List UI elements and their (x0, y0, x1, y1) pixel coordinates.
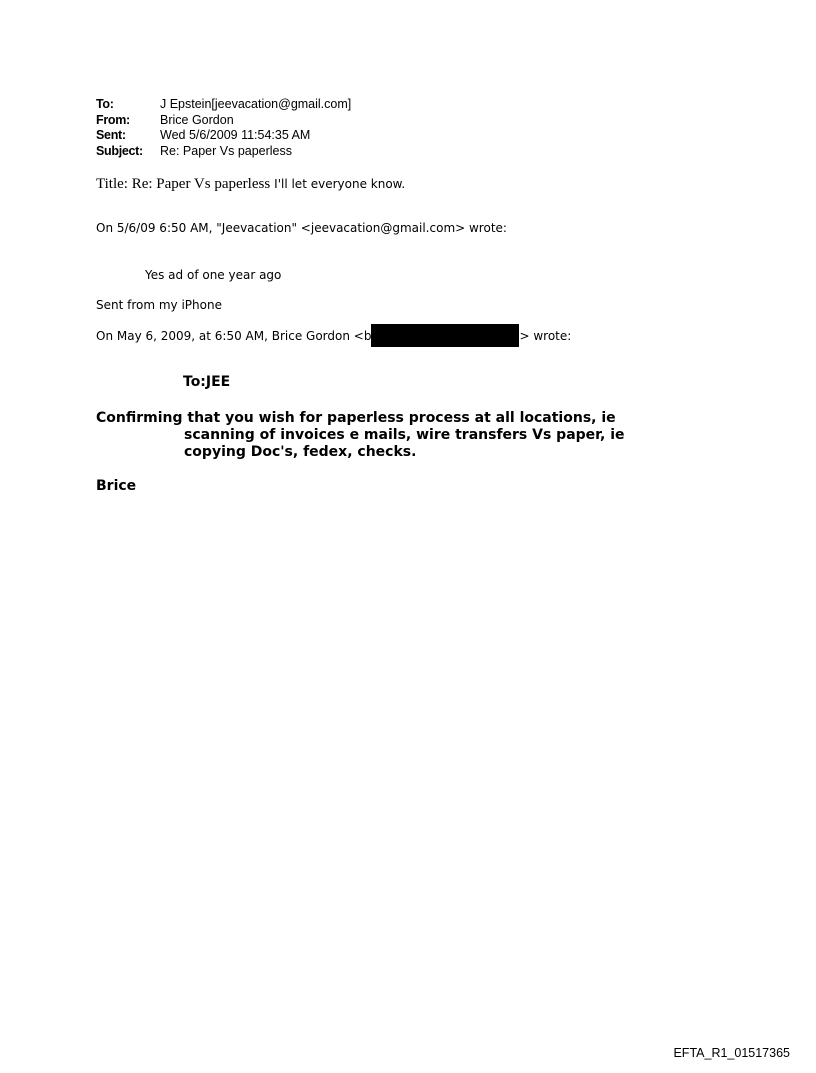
from-row (96, 113, 351, 129)
quote-header-1: On 5/6/09 6:50 AM, "Jeevacation" <jeevacation@gmail.com> wrote: (96, 221, 507, 235)
to-label: To: (96, 97, 114, 111)
sent-value: Wed 5/6/2009 11:54:35 AM (160, 128, 311, 142)
to-row (96, 97, 351, 113)
title-line (96, 175, 405, 193)
to-value: J Epstein[jeevacation@gmail.com] (160, 97, 352, 111)
confirm-line-3: copying Doc's, fedex, checks. (184, 444, 417, 460)
reply-text: I'll let everyone know. (274, 177, 406, 191)
subject-value: Re: Paper Vs paperless (160, 143, 293, 158)
redaction-block (371, 324, 519, 347)
quote-header-2 (96, 325, 571, 348)
quote-header-2-after: > wrote: (519, 329, 572, 343)
title-text: Title: Re: Paper Vs paperless (96, 176, 271, 192)
sign-off: Brice (96, 478, 137, 494)
confirm-line-2: scanning of invoices e mails, wire transfers Vs paper, ie (184, 427, 625, 443)
signature: Sent from my iPhone (96, 298, 222, 312)
to-jee-heading: To:JEE (183, 374, 231, 390)
document-id: EFTA_R1_01517365 (673, 1046, 790, 1060)
subject-label: Subject: (96, 143, 143, 158)
from-value: Brice Gordon (160, 112, 234, 127)
sent-row (96, 128, 351, 144)
email-header (96, 97, 351, 159)
reply-1: Yes ad of one year ago (145, 268, 282, 282)
sent-label: Sent: (96, 128, 126, 142)
from-label: From: (96, 112, 130, 127)
confirm-line-1: Confirming that you wish for paperless process at all locations, ie (96, 410, 616, 426)
quote-header-2-before: On May 6, 2009, at 6:50 AM, Brice Gordon <b (96, 329, 372, 343)
subject-row (96, 144, 351, 160)
